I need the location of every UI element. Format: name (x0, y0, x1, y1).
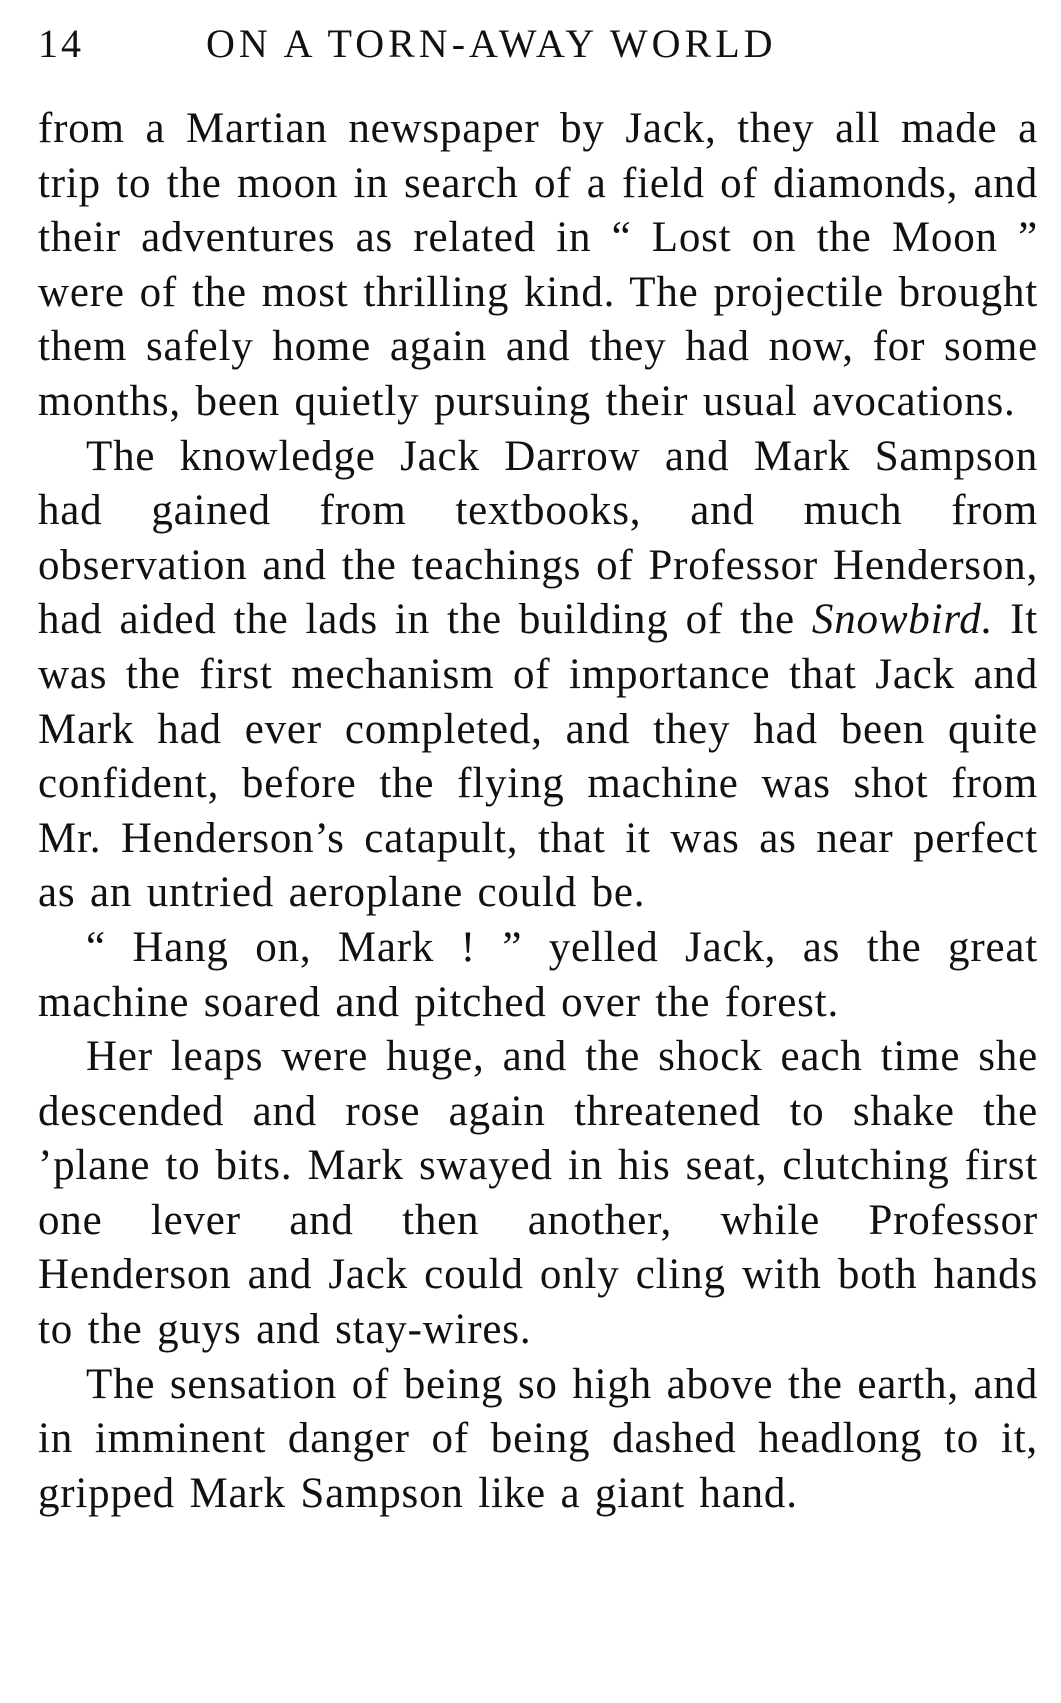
running-title: ON A TORN-AWAY WORLD (206, 21, 777, 66)
page-number: 14 (38, 21, 84, 66)
page-body (38, 102, 1038, 1521)
paragraph-knowledge-text: The knowledge Jack Darrow and Mark Sampson had gained from textbooks, and much from observation and the teachings of Professor Henderson, had aided the lads in the building of the (38, 432, 1038, 644)
paragraph-knowledge (38, 430, 1038, 921)
paragraph-knowledge-text-end: It was the first mechanism of importance that Jack and Mark had ever completed, and they had been quite confident, before the flying machine was shot from Mr. Henderson’s catapult, that it was as near perfect as an untried aeroplane could be. (38, 596, 1038, 917)
running-head (38, 14, 1038, 74)
paragraph-continued: from a Martian newspaper by Jack, they all made a trip to the moon in search of a field of diamonds, and their adventures as related in “ Lost on the Moon ” were of the most thrilling kind. The projectile brought them safely home again and they had now, for some months, been quietly pursuing their usual avocations. (38, 105, 1038, 425)
paragraph-sensation: The sensation of being so high above the earth, and in imminent danger of being dashed headlong to it, gripped Mark Sampson like a giant hand. (38, 1360, 1038, 1517)
snowbird-title: Snowbird. (811, 596, 994, 644)
paragraph-leaps: Her leaps were huge, and the shock each time she descended and rose again threatened to shake the ’plane to bits. Mark swayed in his seat, clutching first one lever and then another, while Professor Henderson and Jack could only cling with both hands to the guys and stay-wires. (38, 1033, 1038, 1354)
book-page (38, 14, 1038, 1521)
paragraph-dialogue: “ Hang on, Mark ! ” yelled Jack, as the great machine soared and pitched over the forest. (38, 923, 1038, 1026)
